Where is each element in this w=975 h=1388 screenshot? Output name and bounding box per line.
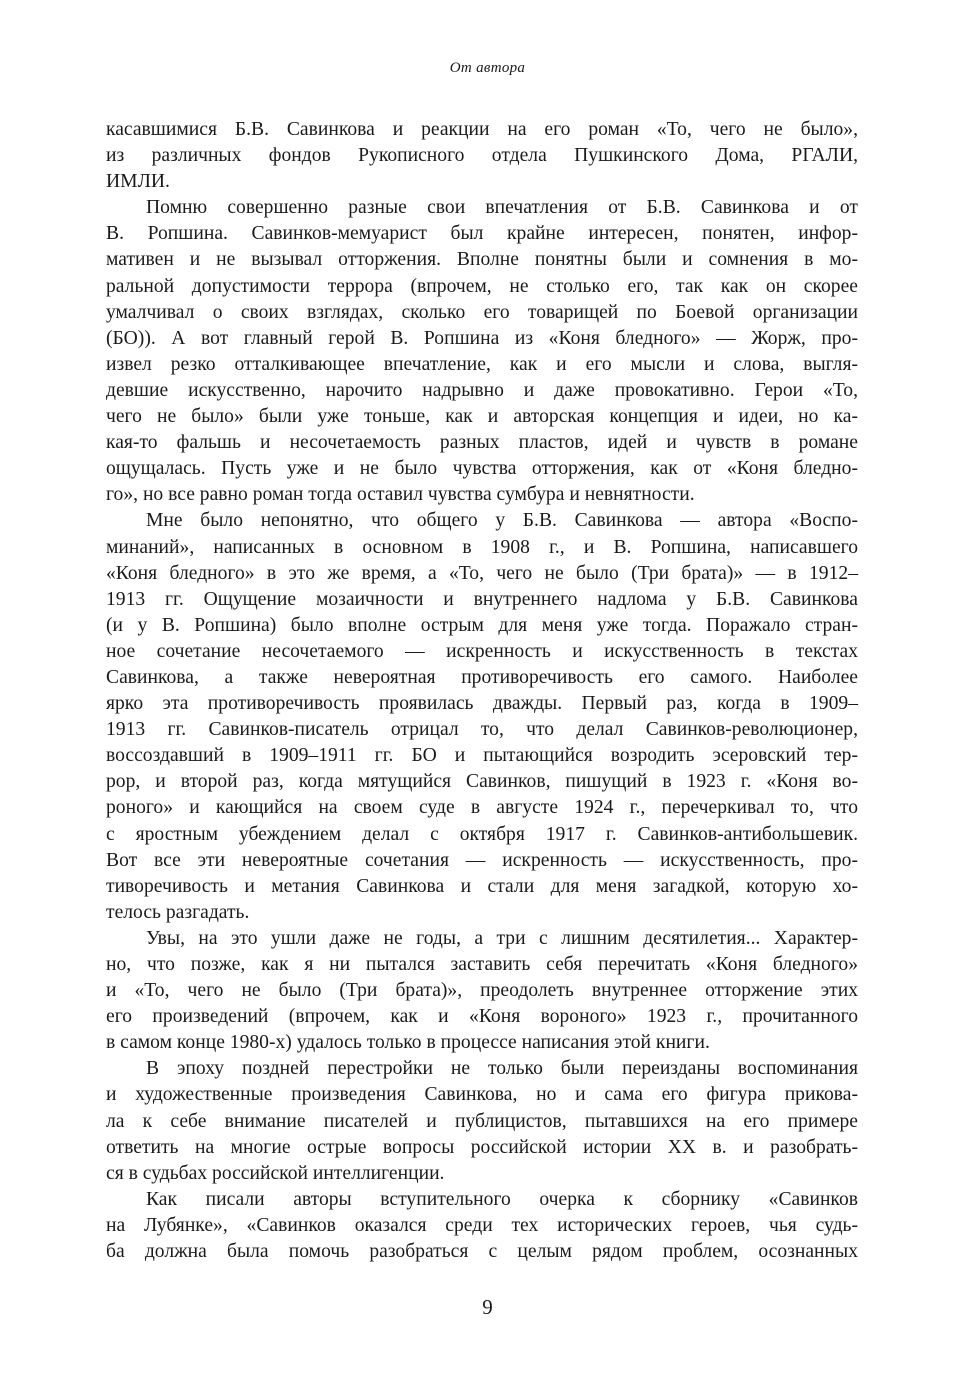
text-line: мативен и не вызывал отторжения. Вполне понятны были и сомнения в мо-: [106, 249, 858, 271]
text-line: воссоздавший в 1909–1911 гг. БО и пытающийся возродить эсеровский тер-: [106, 745, 858, 767]
text-line: роного» и кающийся на своем суде в августе 1924 г., перечеркивал то, что: [106, 797, 858, 819]
text-line: ральной допустимости террора (впрочем, не столько его, так как он скорее: [106, 275, 858, 297]
text-line: на Лубянке», «Савинков оказался среди тех исторических героев, чья судь-: [106, 1214, 858, 1236]
paragraph: [106, 1187, 858, 1265]
text-line: ярко эта противоречивость проявилась дважды. Первый раз, когда в 1909–: [106, 693, 858, 715]
text-line: 1913 гг. Ощущение мозаичности и внутреннего надлома у Б.В. Савинкова: [106, 588, 858, 610]
text-line: из различных фондов Рукописного отдела Пушкинского Дома, РГАЛИ,: [106, 145, 858, 167]
text-line: с яростным убеждением делал с октября 1917 г. Савинков-антибольшевик.: [106, 823, 858, 845]
text-line: его произведений (впрочем, как и «Коня вороного» 1923 г., прочитанного: [106, 1006, 858, 1028]
text-line: чего не было» были уже тоньше, как и авторская концепция и идеи, но ка-: [106, 406, 858, 428]
text-line: и художественные произведения Савинкова, но и сама его фигура прикова-: [106, 1084, 858, 1106]
text-line: телось разгадать.: [106, 901, 250, 923]
text-line: Мне было непонятно, что общего у Б.В. Савинкова — автора «Воспо-: [146, 510, 858, 532]
text-line: но, что позже, как я ни пытался заставить себя перечитать «Коня бледного»: [106, 954, 858, 975]
text-line: ное сочетание несочетаемого — искренность и искусственность в текстах: [106, 640, 858, 662]
text-line: ИМЛИ.: [106, 171, 170, 193]
text-line: касавшимися Б.В. Савинкова и реакции на его роман «То, чего не было»,: [106, 119, 858, 140]
text-line: 1913 гг. Савинков-писатель отрицал то, что делал Савинков-революционер,: [106, 719, 858, 741]
running-head: От автора: [449, 60, 526, 76]
text-line: В. Ропшина. Савинков-мемуарист был крайне интересен, понятен, инфор-: [106, 223, 858, 245]
text-line: девшие искусственно, нарочито надрывно и даже провокативно. Герои «То,: [106, 379, 858, 401]
text-line: Как писали авторы вступительного очерка к сборнику «Савинков: [146, 1188, 858, 1210]
text-line: Вот все эти невероятные сочетания — искренность — искусственность, про-: [106, 849, 858, 871]
paragraph: [106, 1056, 858, 1186]
text-line: рор, и второй раз, когда мятущийся Савинков, пишущий в 1923 г. «Коня во-: [106, 771, 858, 793]
text-line: «Коня бледного» в это же время, а «То, чего не было (Три брата)» — в 1912–: [106, 562, 858, 584]
text-line: тиворечивость и метания Савинкова и стали для меня загадкой, которую хо-: [106, 875, 858, 897]
text-line: ба должна была помочь разобраться с целым рядом проблем, осознанных: [106, 1241, 858, 1263]
paragraph: [106, 508, 858, 926]
text-line: кая-то фальшь и несочетаемость разных пластов, идей и чувств в романе: [106, 432, 858, 454]
paragraph: [106, 195, 858, 508]
text-line: ответить на многие острые вопросы российской истории XX в. и разобрать-: [106, 1136, 858, 1158]
paragraph: [106, 117, 858, 195]
text-line: и «То, чего не было (Три брата)», преодолеть внутреннее отторжение этих: [106, 980, 858, 1002]
text-line: (и у В. Ропшина) было вполне острым для меня уже тогда. Поражало стран-: [106, 614, 858, 636]
text-line: в самом конце 1980-х) удалось только в процессе написания этой книги.: [106, 1032, 710, 1054]
body-text: [106, 117, 858, 1265]
page-number: 9: [482, 1295, 493, 1319]
text-line: В эпоху поздней перестройки не только были переизданы воспоминания: [146, 1058, 858, 1080]
paragraph: [106, 926, 858, 1056]
text-line: (БО)). А вот главный герой В. Ропшина из «Коня бледного» — Жорж, про-: [106, 327, 858, 349]
text-line: минаний», написанных в основном в 1908 г., и В. Ропшина, написавшего: [106, 536, 858, 558]
text-line: Увы, на это ушли даже не годы, а три с лишним десятилетия... Характер-: [146, 927, 858, 949]
text-line: ся в судьбах российской интеллигенции.: [106, 1162, 445, 1184]
text-line: извел резко отталкивающее впечатление, как и его мысли и слова, выгля-: [106, 353, 858, 375]
text-line: ла к себе внимание писателей и публицистов, пытавшихся на его примере: [106, 1110, 858, 1132]
text-line: Помню совершенно разные свои впечатления от Б.В. Савинкова и от: [146, 197, 858, 219]
text-line: Савинкова, а также невероятная противоречивость его самого. Наиболее: [106, 666, 858, 688]
text-line: ощущалась. Пусть уже и не было чувства отторжения, как от «Коня бледно-: [106, 458, 858, 480]
text-line: умалчивал о своих взглядах, сколько его товарищей по Боевой организации: [106, 301, 858, 323]
text-line: го», но все равно роман тогда оставил чувства сумбура и невнятности.: [106, 484, 695, 506]
